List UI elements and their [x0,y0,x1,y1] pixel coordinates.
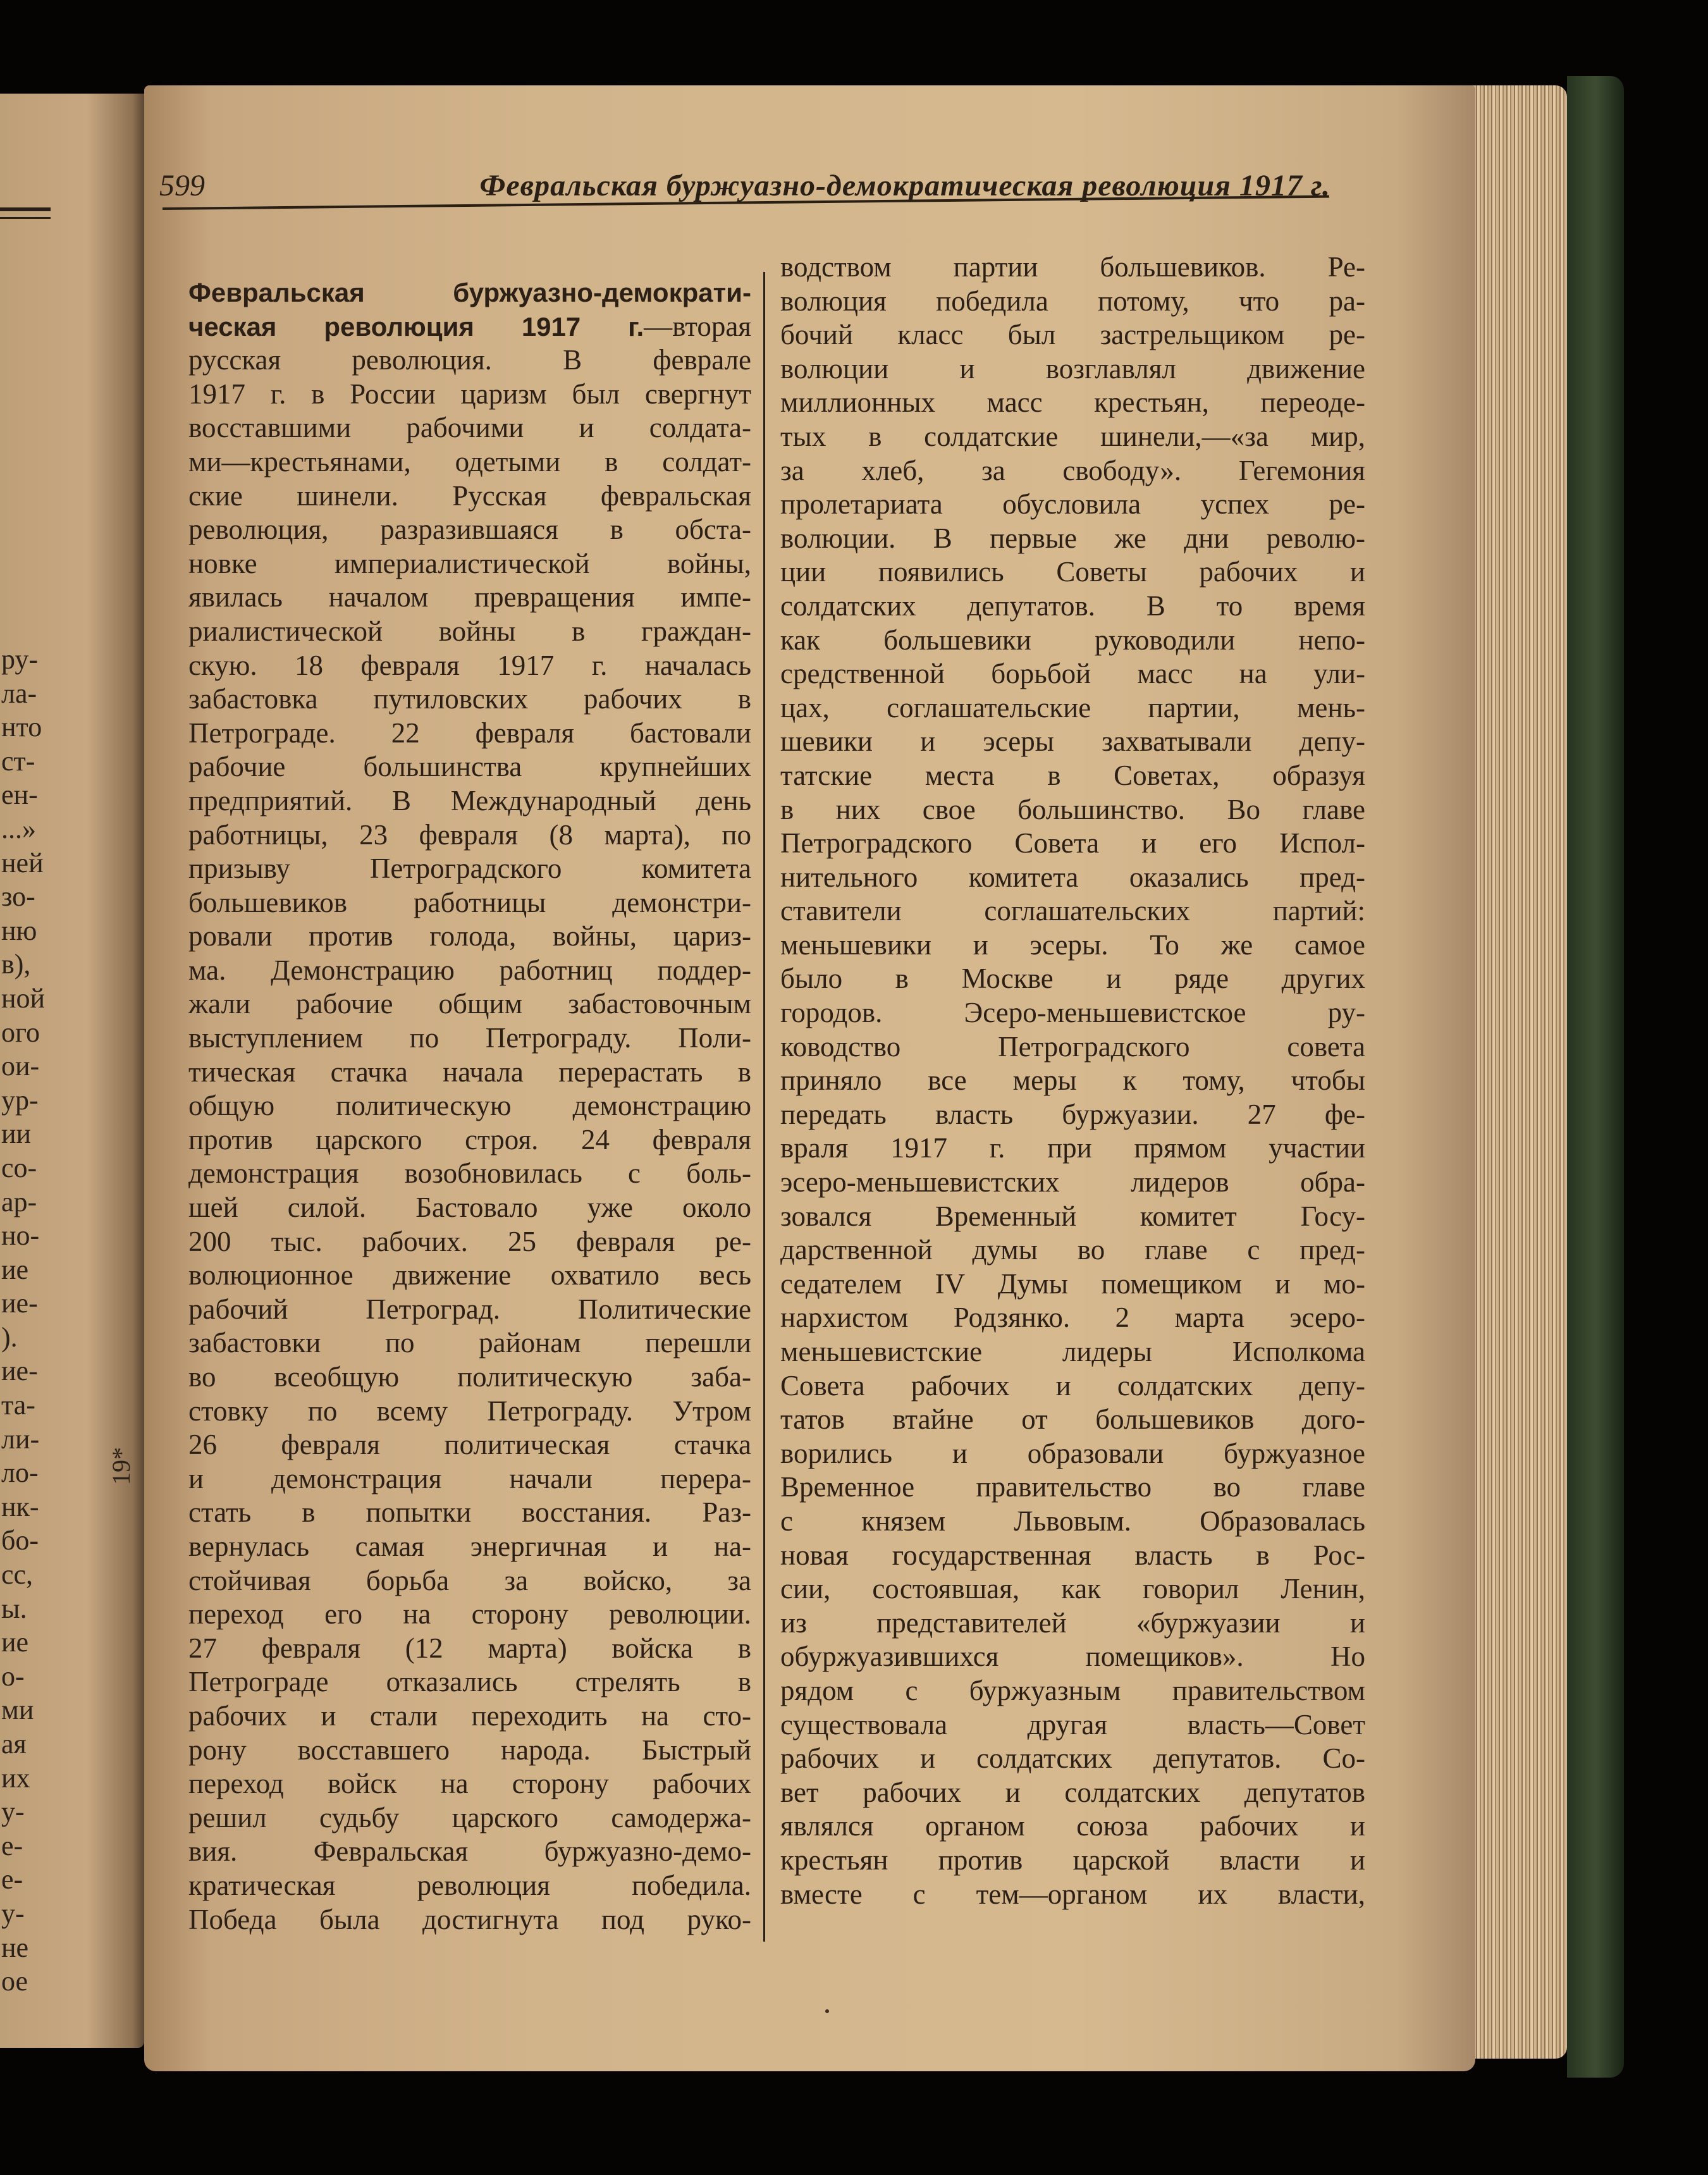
text-line: ские шинели. Русская февральская [188,479,751,512]
text-line: волюции и возглавлял движение [780,352,1365,385]
text-line: жали рабочие общим забастовочным [188,988,751,1020]
text-line: водством партии большевиков. Ре- [780,251,1365,283]
text-line: Петрограде отказались стрелять в [188,1666,751,1698]
text-line: рабочие большинства крупнейших [188,751,751,783]
text-fragment: у- [1,1796,25,1828]
page-dot [825,2009,829,2013]
text-fragment: со- [1,1152,37,1183]
text-fragment: ...» [1,813,36,844]
text-fragment: ии [1,1118,32,1150]
text-line: Петрограде. 22 февраля бастовали [188,717,751,749]
text-fragment: ен- [1,779,38,811]
text-line: Временное правительство во главе [780,1471,1365,1503]
text-line: ми—крестьянами, одетыми в солдат- [188,445,751,478]
text-line: ровали против голода, войны, цариз- [188,920,751,952]
text-fragment: ню [1,915,37,946]
page-header [159,168,1330,219]
page-edges [1466,85,1567,2059]
text-line: восставшими рабочими и солдата- [188,412,751,444]
text-line: миллионных масс крестьян, переоде- [780,386,1365,419]
text-fragment: ие [1,1254,29,1285]
text-fragment: ие [1,1627,29,1658]
text-line: нархистом Родзянко. 2 марта эсеро- [780,1302,1365,1334]
text-fragment: нк- [1,1491,39,1522]
column-divider [763,272,765,1942]
text-fragment: в), [1,949,31,980]
text-line: нительного комитета оказались пред- [780,861,1365,893]
text-fragment: зо- [1,881,35,913]
text-line: забастовки по районам перешли [188,1327,751,1359]
article-title-line [188,276,751,310]
text-line: Петроградского Совета и его Испол- [780,827,1365,860]
text-line: меньшевики и эсеры. То же самое [780,928,1365,961]
text-line: из представителей «буржуазии и [780,1606,1365,1639]
text-line: вместе с тем—органом их власти, [780,1878,1365,1910]
text-line: новая государственная власть в Рос- [780,1539,1365,1571]
text-line: рабочий Петроград. Политические [188,1293,751,1325]
text-line: приняло все меры к тому, чтобы [780,1064,1365,1097]
text-line: бочий класс был застрельщиком ре- [780,319,1365,351]
text-fragment: ы. [1,1593,27,1624]
text-line: за хлеб, за свободу». Гегемония [780,454,1365,486]
text-column-2 [780,250,1365,1911]
text-fragment: ру- [1,644,39,675]
text-line: крестьян против царской власти и [780,1844,1365,1876]
text-line: работницы, 23 февраля (8 марта), по [188,818,751,851]
text-line: против царского строя. 24 февраля [188,1123,751,1155]
text-line: ции появились Советы рабочих и [780,556,1365,588]
text-line: волюции. В первые же дни револю- [780,522,1365,554]
text-line: тическая стачка начала перерастать в [188,1056,751,1088]
text-line: Победа была достигнута под руко- [188,1903,751,1935]
text-fragment: ла- [1,677,37,709]
text-line: революция, разразившаяся в обста- [188,514,751,546]
text-fragment: ая [1,1728,27,1759]
text-line: с князем Львовым. Образовалась [780,1505,1365,1537]
text-line: ворились и образовали буржуазное [780,1437,1365,1469]
text-line: предприятий. В Международный день [188,784,751,816]
text-line: дарственной думы во главе с пред- [780,1234,1365,1266]
text-fragment: нто [1,712,42,743]
text-line: кратическая революция победила. [188,1869,751,1901]
text-line: стойчивая борьба за войско, за [188,1564,751,1596]
text-line: тых в солдатские шинели,—«за мир, [780,420,1365,452]
text-line: татские места в Советах, образуя [780,759,1365,791]
text-fragment: у- [1,1897,25,1929]
text-line: солдатских депутатов. В то время [780,589,1365,622]
book-cover [1567,76,1624,2078]
text-line: стовку по всему Петрограду. Утром [188,1395,751,1427]
text-line: переход войск на сторону рабочих [188,1768,751,1800]
text-line: рабочих и стали переходить на сто- [188,1699,751,1732]
page-number: 599 [159,169,205,202]
left-header-rule-thin [0,217,51,219]
running-title: Февральская буржуазно-демократическая революция 1917 г. [479,169,1330,202]
text-line: шевики и эсеры захватывали депу- [780,725,1365,758]
text-fragment: ней [1,847,44,878]
text-line: рону восставшего народа. Быстрый [188,1734,751,1766]
text-fragment: ие- [1,1355,38,1387]
text-line: демонстрация возобновилась с боль- [188,1157,751,1190]
text-fragment: о- [1,1660,25,1692]
text-line: и демонстрация начали перера- [188,1462,751,1494]
text-fragment: сс, [1,1559,34,1591]
text-fragment: но- [1,1220,40,1252]
text-line: городов. Эсеро-меньшевистское ру- [780,997,1365,1029]
text-line: ма. Демонстрацию работниц поддер- [188,954,751,986]
text-fragment: бо- [1,1525,39,1556]
text-fragment: е- [1,1830,23,1861]
text-line: призыву Петроградского комитета [188,853,751,885]
text-line: обуржуазившихся помещиков». Но [780,1641,1365,1673]
text-fragment: ло- [1,1457,39,1489]
text-line: являлся органом союза рабочих и [780,1810,1365,1842]
text-line: Совета рабочих и солдатских депу- [780,1369,1365,1402]
text-line: переход его на сторону революции. [188,1598,751,1630]
text-line: эсеро-меньшевистских лидеров обра- [780,1166,1365,1198]
text-line: средственной борьбой масс на ули- [780,658,1365,690]
text-line: враля 1917 г. при прямом участии [780,1132,1365,1164]
text-fragment: их [1,1762,30,1794]
text-line: во всеобщую политическую заба- [188,1361,751,1393]
left-page-text-fragments [1,643,45,1999]
text-fragment: ои- [1,1051,40,1082]
text-line: цах, соглашательские партии, мень- [780,691,1365,724]
text-line: существовала другая власть—Совет [780,1708,1365,1741]
text-line: скую. 18 февраля 1917 г. началась [188,649,751,681]
text-line: русская революция. В феврале [188,344,751,376]
text-line: новке империалистической войны, [188,547,751,579]
article-title-line [188,310,751,344]
article-title-part-1: Февральская буржуазно-демократи- [188,278,751,307]
text-fragment: та- [1,1389,35,1421]
text-line: зовался Временный комитет Госу- [780,1200,1365,1232]
text-fragment: ной [1,982,46,1014]
text-fragment: ). [1,1321,18,1353]
text-line: выступлением по Петрограду. Поли- [188,1022,751,1054]
text-line: как большевики руководили непо- [780,624,1365,656]
text-line: риалистической войны в граждан- [188,615,751,647]
text-line: меньшевистские лидеры Исполкома [780,1336,1365,1367]
text-line: пролетариата обусловила успех ре- [780,488,1365,521]
text-line: вет рабочих и солдатских депутатов [780,1776,1365,1808]
text-fragment: ли- [1,1423,40,1455]
text-fragment: ие- [1,1288,38,1319]
signature-mark: 19* [107,1447,135,1485]
text-line: 200 тыс. рабочих. 25 февраля ре- [188,1225,751,1257]
text-line: волюционное движение охватило весь [188,1259,751,1291]
text-line: 27 февраля (12 марта) войска в [188,1632,751,1664]
text-line: вернулась самая энергичная и на- [188,1530,751,1562]
text-fragment: ст- [1,745,35,777]
article-title-continuation: —вторая [644,310,751,342]
text-line: шей силой. Бастовало уже около [188,1192,751,1224]
left-facing-page [0,94,144,2048]
text-line: было в Москве и ряде других [780,963,1365,995]
text-line: ставители соглашательских партий: [780,895,1365,927]
article-title-part-2: ческая революция 1917 г. [188,311,644,342]
text-fragment: ое [1,1966,28,1997]
text-line: решил судьбу царского самодержа- [188,1801,751,1833]
text-line: 1917 г. в России царизм был свергнут [188,378,751,410]
text-line: ководство Петроградского совета [780,1030,1365,1063]
text-fragment: е- [1,1864,23,1895]
text-line: в них свое большинство. Во главе [780,793,1365,825]
text-line: волюция победила потому, что ра- [780,285,1365,317]
text-line: вия. Февральская буржуазно-демо- [188,1835,751,1868]
text-line: общую политическую демонстрацию [188,1090,751,1122]
left-header-rule [0,207,51,211]
text-line: 26 февраля политическая стачка [188,1429,751,1461]
text-fragment: ар- [1,1186,37,1217]
text-line: стать в попытки восстания. Раз- [188,1496,751,1529]
text-column-1 [188,276,751,1937]
text-line: большевиков работницы демонстри- [188,886,751,918]
text-line: рабочих и солдатских депутатов. Со- [780,1742,1365,1775]
text-line: забастовка путиловских рабочих в [188,683,751,715]
text-line: сии, состоявшая, как говорил Ленин, [780,1573,1365,1605]
text-line: татов втайне от большевиков дого- [780,1403,1365,1436]
text-line: рядом с буржуазным правительством [780,1674,1365,1706]
text-fragment: ого [1,1016,40,1048]
text-line: передать власть буржуазии. 27 фе- [780,1098,1365,1130]
text-fragment: не [1,1932,29,1963]
text-fragment: ур- [1,1084,39,1116]
text-fragment: ми [1,1694,34,1726]
text-line: явилась началом превращения импе- [188,581,751,613]
text-line: седателем IV Думы помещиком и мо- [780,1267,1365,1300]
